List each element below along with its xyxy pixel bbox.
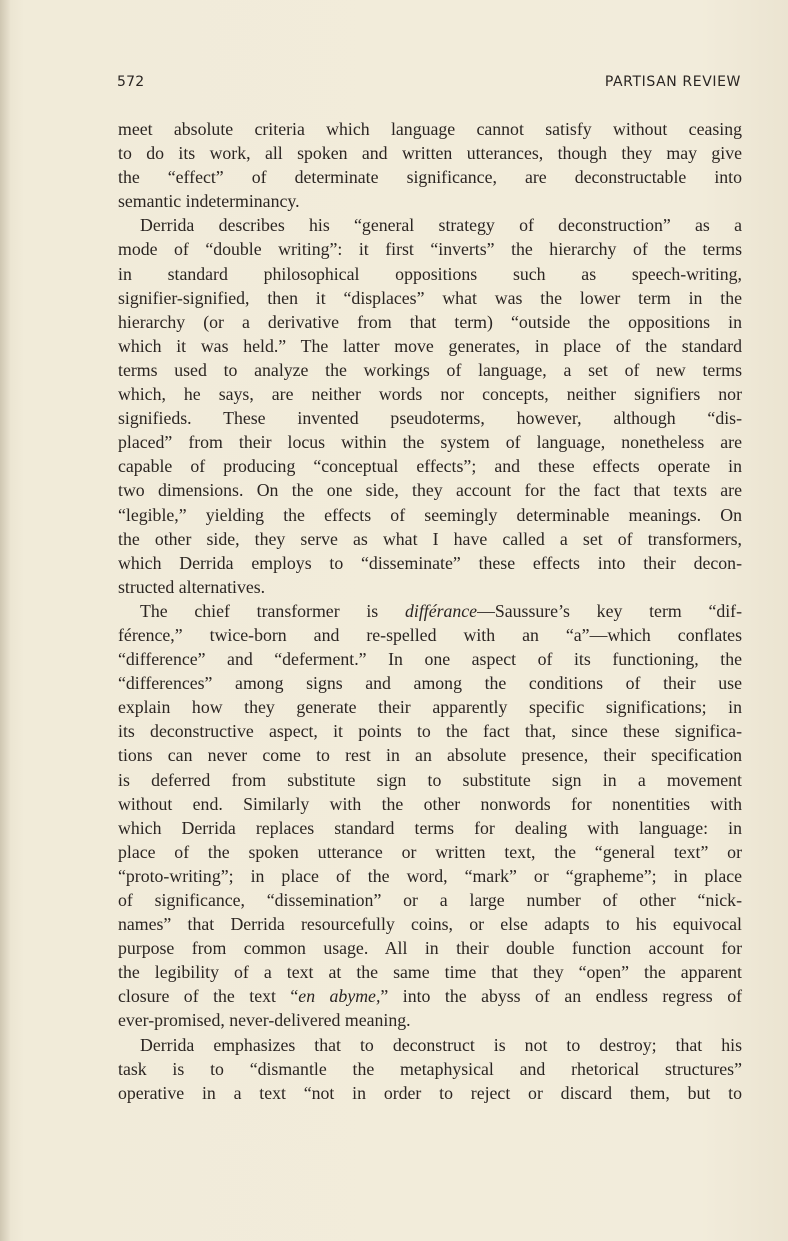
text-line: which Derrida employs to “disseminate” these effects into their decon- [118,552,742,573]
text-line: closure of the text “en abyme,” into the abyss of an endless regress of [118,986,743,1007]
text-line: two dimensions. On the one side, they account for the fact that texts are [118,480,742,501]
text-line: semantic indeterminancy. [118,191,300,212]
text-line: signifier-signified, then it “displaces” what was the lower term in the [118,287,742,308]
page-number: 572 [117,74,145,90]
text-line: which, he says, are neither words nor concepts, neither signifiers nor [118,384,742,405]
text-line: ever-promised, never-delivered meaning. [118,1010,411,1031]
text-line: capable of producing “conceptual effects”; and these effects operate in [118,456,742,477]
text-line: signifieds. These invented pseudoterms, however, although “dis- [118,408,742,429]
text-line: the other side, they serve as what I have called a set of transformers, [118,528,742,549]
text-line: in standard philosophical oppositions such as speech-writing, [118,263,742,284]
text-line: Derrida emphasizes that to deconstruct is not to destroy; that his [140,1034,742,1055]
text-line: task is to “dismantle the metaphysical and rhetorical structures” [118,1058,742,1079]
text-line: tions can never come to rest in an absolute presence, their specification [118,745,742,766]
text-line: purpose from common usage. All in their double function account for [118,938,742,959]
text-line: structed alternatives. [118,576,266,597]
text-line: mode of “double writing”: it first “inverts” the hierarchy of the terms [118,239,742,260]
text-line: to do its work, all spoken and written utterances, though they may give [118,143,742,164]
text-line: “difference” and “deferment.” In one aspect of its functioning, the [118,649,742,670]
page-gutter-shadow [0,0,10,1241]
text-line: the “effect” of determinate significance, are deconstructable into [118,167,742,188]
page-header [117,74,741,98]
text-line: which Derrida replaces standard terms for dealing with language: in [118,817,742,838]
body-text [118,117,742,1105]
paragraph [118,117,742,213]
text-line: hierarchy (or a derivative from that term) “outside the oppositions in [118,311,742,332]
text-line: its deconstructive aspect, it points to the fact that, since these significa- [118,721,742,742]
text-line: without end. Similarly with the other nonwords for nonentities with [118,793,742,814]
text-line: which it was held.” The latter move generates, in place of the standard [118,335,742,356]
text-line: “proto-writing”; in place of the word, “mark” or “grapheme”; in place [118,865,742,886]
text-line: placed” from their locus within the system of language, nonetheless are [118,432,742,453]
text-line: of significance, “dissemination” or a large number of other “nick- [118,890,742,910]
italic-term: en abyme, [298,986,381,1007]
paragraph [118,1033,742,1105]
text-line: terms used to analyze the workings of language, a set of new terms [118,359,742,380]
text-line: the legibility of a text at the same time that they “open” the apparent [118,962,742,983]
text-line: explain how they generate their apparently specific significations; in [118,697,742,718]
text-line: place of the spoken utterance or written text, the “general text” or [118,841,742,862]
text-line: names” that Derrida resourcefully coins, or else adapts to his equivocal [118,914,742,935]
text-line: The chief transformer is différance—Saussure’s key term “dif- [140,600,743,621]
text-line: is deferred from substitute sign to substitute sign in a movement [118,769,742,790]
italic-term: différance [404,600,478,621]
running-head: PARTISAN REVIEW [604,74,741,90]
paragraph [118,599,742,1033]
text-line: Derrida describes his “general strategy of deconstruction” as a [140,215,742,236]
text-line: meet absolute criteria which language cannot satisfy without ceasing [118,119,742,139]
text-line: operative in a text “not in order to reject or discard them, but to [118,1082,742,1103]
paragraph [118,213,742,599]
text-line: “legible,” yielding the effects of seemingly determinable meanings. On [118,504,742,525]
text-line: “differences” among signs and among the conditions of their use [118,673,742,694]
text-line: férence,” twice-born and re-spelled with an “a”—which conflates [118,624,742,645]
